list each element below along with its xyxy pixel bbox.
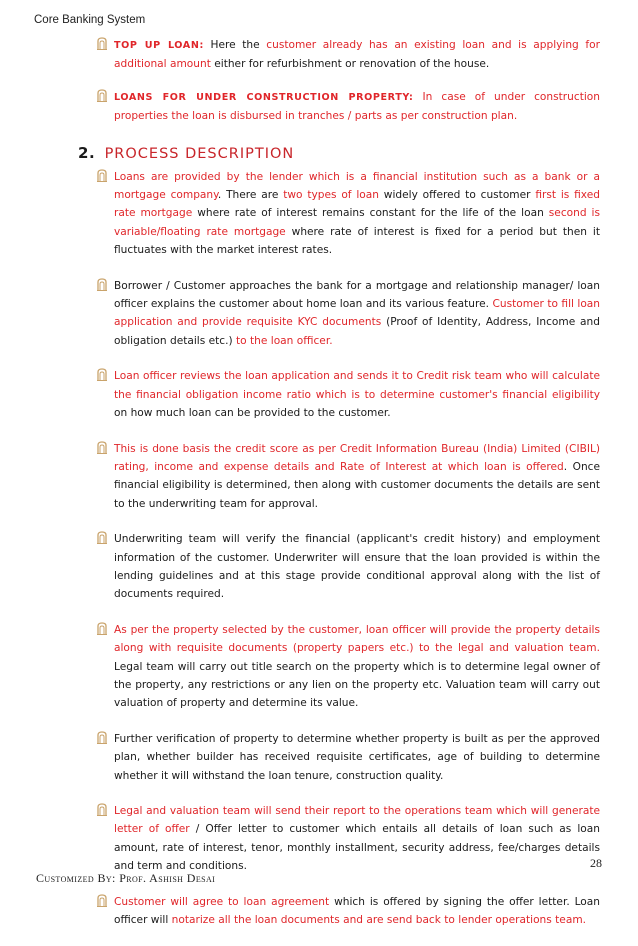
process-steps-list (0, 168, 638, 930)
highlighted-text: two types of loan (283, 189, 379, 202)
body-text: widely offered to customer (378, 189, 536, 202)
body-text: / Offer letter to customer which entails all details of loan such as loan amount, rate of interest, tenor, monthly installment, security address, fee/charges details and term and conditions. (114, 823, 600, 873)
bullet-icon (96, 89, 108, 103)
highlighted-text: first is fixed rate mortgage (114, 189, 600, 220)
bullet-paragraph (114, 277, 600, 351)
bullet-icon (96, 803, 108, 817)
loan-type-label: TOP UP LOAN: (114, 40, 204, 51)
highlighted-text: This is done basis the credit score as per Credit Information Bureau (India) Limited (CIBIL) rating, income and expense details and Rate of Interest at which loan is offered (114, 442, 600, 473)
bullet-icon (96, 368, 108, 382)
bullet-icon (96, 894, 108, 908)
page-content (0, 36, 638, 946)
bullet-paragraph (114, 168, 600, 260)
highlighted-text: Loans are provided by the lender which is a financial institution such as a bank or a mortgage company (114, 170, 600, 202)
body-text: on how much loan can be provided to the customer. (114, 407, 391, 420)
body-text: either for refurbishment or renovation of the house. (210, 58, 490, 71)
section-heading (78, 144, 638, 162)
body-text: Borrower / Customer approaches the bank for a mortgage and relationship manager/ loan officer explains the customer about home loan and its various feature. (114, 279, 600, 311)
bullet-icon (96, 169, 108, 183)
body-text: Further verification of property to determine whether property is built as per the approved plan, whether builder has received requisite certificates, age of building to determine whether it will withstand the loan tenure, construction quality. (114, 732, 600, 782)
body-text: where rate of interest remains constant for the life of the loan (192, 207, 549, 220)
body-text: . Once financial eligibility is determined, then along with customer documents the details are sent to the underwriting team for approval. (114, 460, 600, 510)
body-text: which is offered by signing the offer letter. Loan officer will (114, 895, 600, 927)
highlighted-text: Customer to fill loan application and provide requisite KYC documents (114, 298, 601, 329)
bullet-paragraph (114, 88, 600, 126)
highlighted-text: In case of under construction properties the loan is disbursed in tranches / parts as per construction plan. (114, 90, 600, 123)
loan-type-label: LOANS FOR UNDER CONSTRUCTION PROPERTY: (114, 91, 414, 103)
bullet-paragraph (114, 893, 600, 930)
highlighted-text: notarize all the loan documents and are send back to lender operations team. (171, 914, 587, 927)
section-number: 2. (78, 143, 96, 162)
highlighted-text: Legal and valuation team will send their report to the operations team which will generate letter of offer (114, 805, 600, 836)
body-text: (Proof of Identity, Address, Income and obligation details etc.) (114, 316, 600, 347)
highlighted-text: Loan officer reviews the loan application and sends it to Credit risk team who will calculate the financial obligation income ratio which is to determine customer's financial eligibility (114, 370, 600, 401)
bullet-paragraph (114, 530, 600, 604)
body-text: where rate of interest is fixed for a period but then it fluctuates with the market interest rates. (114, 225, 601, 257)
highlighted-text: to the loan officer. (236, 334, 333, 347)
section-title: PROCESS DESCRIPTION (104, 145, 295, 162)
highlighted-text: second is variable/floating rate mortgage (114, 207, 600, 238)
page-number: 28 (590, 856, 602, 870)
bullet-paragraph (114, 802, 600, 876)
document-header: Core Banking System (34, 14, 146, 26)
body-text: Underwriting team will verify the financial (applicant's credit history) and employment information of the customer. Underwriter will ensure that the loan provided is within the lending guidelines and at this stage provide conditional approval along with the list of documents required. (114, 533, 600, 601)
bullet-icon (96, 278, 108, 292)
bullet-icon (96, 531, 108, 545)
bullet-icon (96, 441, 108, 455)
bullet-icon (96, 622, 108, 636)
highlighted-text: Customer will agree to loan agreement (114, 895, 330, 908)
bullet-icon (96, 731, 108, 745)
footer-credit: Customized By: Prof. Ashish Desai (36, 871, 216, 885)
loan-type-list (0, 36, 638, 126)
bullet-paragraph (114, 367, 600, 422)
highlighted-text: customer already has an existing loan and is applying for additional amount (114, 39, 600, 71)
body-text: Here the (203, 39, 267, 51)
bullet-icon (96, 37, 108, 51)
bullet-paragraph (114, 36, 600, 74)
bullet-paragraph (114, 621, 600, 713)
body-text: . There are (217, 189, 284, 202)
bullet-paragraph (114, 440, 600, 514)
bullet-paragraph (114, 730, 600, 785)
highlighted-text: As per the property selected by the customer, loan officer will provide the property details along with requisite documents (property papers etc.) to the legal and valuation team. (114, 623, 600, 655)
body-text: Legal team will carry out title search on the property which is to determine legal owner of the property, any restrictions or any lien on the property etc. Valuation team will carry out valuation of property and determine its value. (114, 660, 600, 710)
